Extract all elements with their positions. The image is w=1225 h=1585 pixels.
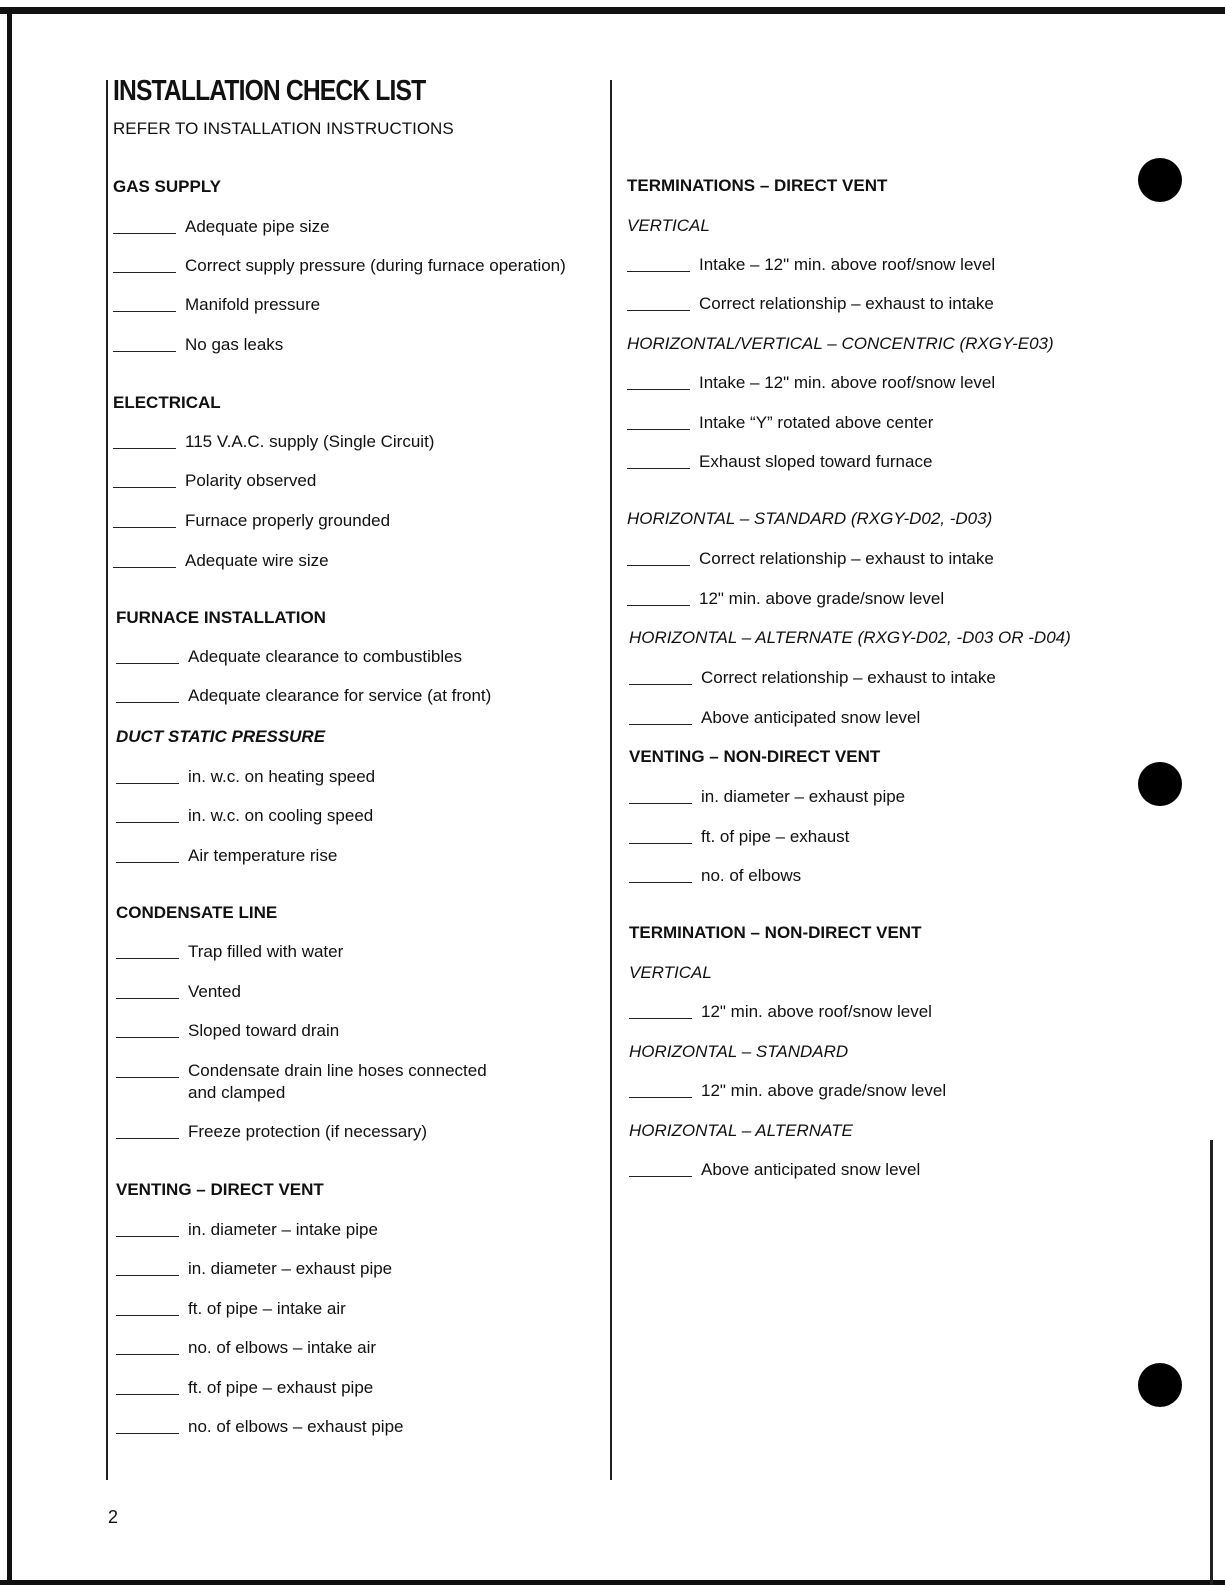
checklist-blank-field[interactable] (627, 565, 690, 566)
checklist-item-label: in. w.c. on heating speed (188, 767, 376, 786)
checklist-blank-field[interactable] (627, 429, 690, 430)
checklist-item-label: in. diameter – exhaust pipe (701, 787, 906, 806)
page-border-top (0, 7, 1225, 14)
checklist-blank-field[interactable] (627, 310, 690, 311)
section-heading: TERMINATIONS – DIRECT VENT (627, 176, 888, 195)
checklist-blank-field[interactable] (113, 233, 176, 234)
section-heading: HORIZONTAL – STANDARD (629, 1042, 849, 1061)
checklist-item-label: ft. of pipe – exhaust (701, 827, 850, 846)
page-number: 2 (108, 1507, 119, 1527)
checklist-blank-field[interactable] (116, 1236, 179, 1237)
checklist-item-label: Correct relationship – exhaust to intake (699, 549, 994, 568)
checklist-item-label: Exhaust sloped toward furnace (699, 452, 933, 471)
checklist-blank-field[interactable] (113, 487, 176, 488)
checklist-item-label: Intake – 12" min. above roof/snow level (699, 373, 996, 392)
checklist-blank-field[interactable] (629, 843, 692, 844)
checklist-item-label-continued: and clamped (188, 1083, 286, 1102)
checklist-blank-field[interactable] (116, 1037, 179, 1038)
checklist-blank-field[interactable] (116, 702, 179, 703)
checklist-item-label: no. of elbows – intake air (188, 1338, 377, 1357)
page-title: INSTALLATION CHECK LIST (113, 75, 426, 107)
checklist-blank-field[interactable] (627, 605, 690, 606)
section-heading: VERTICAL (629, 963, 712, 982)
section-heading: ELECTRICAL (113, 393, 221, 412)
checklist-blank-field[interactable] (116, 862, 179, 863)
checklist-blank-field[interactable] (116, 1077, 179, 1078)
checklist-blank-field[interactable] (116, 1394, 179, 1395)
section-heading: HORIZONTAL – ALTERNATE (629, 1121, 853, 1140)
section-heading: HORIZONTAL/VERTICAL – CONCENTRIC (RXGY-E03) (627, 334, 1054, 353)
page-border-left (7, 7, 12, 1585)
checklist-item-label: Air temperature rise (188, 846, 338, 865)
binder-hole-icon (1138, 158, 1182, 202)
section-heading: VENTING – NON-DIRECT VENT (629, 747, 881, 766)
checklist-item-label: ft. of pipe – exhaust pipe (188, 1378, 374, 1397)
checklist-item-label: Intake – 12" min. above roof/snow level (699, 255, 996, 274)
checklist-blank-field[interactable] (116, 1275, 179, 1276)
checklist-item-label: Above anticipated snow level (701, 708, 921, 727)
checklist-blank-field[interactable] (629, 1176, 692, 1177)
checklist-item-label: in. diameter – exhaust pipe (188, 1259, 393, 1278)
checklist-item-label: 12" min. above grade/snow level (699, 589, 945, 608)
checklist-item-label: no. of elbows (701, 866, 802, 885)
checklist-blank-field[interactable] (113, 272, 176, 273)
section-heading: VENTING – DIRECT VENT (116, 1180, 324, 1199)
checklist-blank-field[interactable] (113, 527, 176, 528)
section-heading: HORIZONTAL – ALTERNATE (RXGY-D02, -D03 OR -D04) (629, 628, 1071, 647)
checklist-blank-field[interactable] (113, 448, 176, 449)
checklist-item-label: 12" min. above roof/snow level (701, 1002, 932, 1021)
checklist-blank-field[interactable] (629, 1018, 692, 1019)
checklist-item-label: in. diameter – intake pipe (188, 1220, 378, 1239)
checklist-blank-field[interactable] (116, 1315, 179, 1316)
checklist-item-label: Sloped toward drain (188, 1021, 340, 1040)
checklist-blank-field[interactable] (116, 822, 179, 823)
section-heading: TERMINATION – NON-DIRECT VENT (629, 923, 922, 942)
checklist-item-label: Correct relationship – exhaust to intake (699, 294, 994, 313)
checklist-blank-field[interactable] (116, 958, 179, 959)
checklist-blank-field[interactable] (113, 567, 176, 568)
checklist-blank-field[interactable] (627, 468, 690, 469)
checklist-item-label: in. w.c. on cooling speed (188, 806, 374, 825)
left-margin-rule (106, 80, 108, 1480)
checklist-blank-field[interactable] (629, 882, 692, 883)
column-divider (610, 80, 612, 1480)
checklist-blank-field[interactable] (627, 271, 690, 272)
checklist-item-label: Adequate clearance to combustibles (188, 647, 463, 666)
checklist-blank-field[interactable] (116, 1354, 179, 1355)
checklist-item-label: Adequate pipe size (185, 217, 330, 236)
section-heading: FURNACE INSTALLATION (116, 608, 326, 627)
checklist-blank-field[interactable] (116, 1138, 179, 1139)
checklist-blank-field[interactable] (113, 311, 176, 312)
checklist-blank-field[interactable] (116, 1433, 179, 1434)
checklist-blank-field[interactable] (113, 351, 176, 352)
checklist-blank-field[interactable] (627, 389, 690, 390)
binder-hole-icon (1138, 1363, 1182, 1407)
binder-hole-icon (1138, 762, 1182, 806)
section-heading: CONDENSATE LINE (116, 903, 278, 922)
checklist-item-label: Polarity observed (185, 471, 317, 490)
section-heading: GAS SUPPLY (113, 177, 222, 196)
checklist-item-label: Adequate clearance for service (at front) (188, 686, 492, 705)
checklist-blank-field[interactable] (116, 783, 179, 784)
checklist-item-label: Intake “Y” rotated above center (699, 413, 934, 432)
checklist-item-label: Above anticipated snow level (701, 1160, 921, 1179)
checklist-blank-field[interactable] (116, 663, 179, 664)
checklist-item-label: Adequate wire size (185, 551, 329, 570)
checklist-item-label: Freeze protection (if necessary) (188, 1122, 428, 1141)
checklist-item-label: No gas leaks (185, 335, 284, 354)
checklist-item-label: ft. of pipe – intake air (188, 1299, 346, 1318)
checklist-blank-field[interactable] (116, 998, 179, 999)
checklist-item-label: Correct relationship – exhaust to intake (701, 668, 996, 687)
page-border-right (1210, 1140, 1213, 1585)
checklist-item-label: 115 V.A.C. supply (Single Circuit) (185, 432, 435, 451)
checklist-item-label: Condensate drain line hoses connected (188, 1061, 487, 1080)
checklist-blank-field[interactable] (629, 803, 692, 804)
page-border-bottom (0, 1580, 1225, 1585)
section-heading: HORIZONTAL – STANDARD (RXGY-D02, -D03) (627, 509, 993, 528)
checklist-blank-field[interactable] (629, 724, 692, 725)
checklist-item-label: Trap filled with water (188, 942, 344, 961)
section-heading: VERTICAL (627, 216, 710, 235)
checklist-item-label: Furnace properly grounded (185, 511, 391, 530)
checklist-blank-field[interactable] (629, 684, 692, 685)
section-heading: DUCT STATIC PRESSURE (116, 727, 326, 746)
checklist-item-label: no. of elbows – exhaust pipe (188, 1417, 404, 1436)
page-subtitle: REFER TO INSTALLATION INSTRUCTIONS (113, 119, 454, 138)
checklist-item-label: Correct supply pressure (during furnace operation) (185, 256, 566, 275)
checklist-item-label: 12" min. above grade/snow level (701, 1081, 947, 1100)
checklist-blank-field[interactable] (629, 1097, 692, 1098)
checklist-item-label: Manifold pressure (185, 295, 321, 314)
checklist-item-label: Vented (188, 982, 241, 1001)
